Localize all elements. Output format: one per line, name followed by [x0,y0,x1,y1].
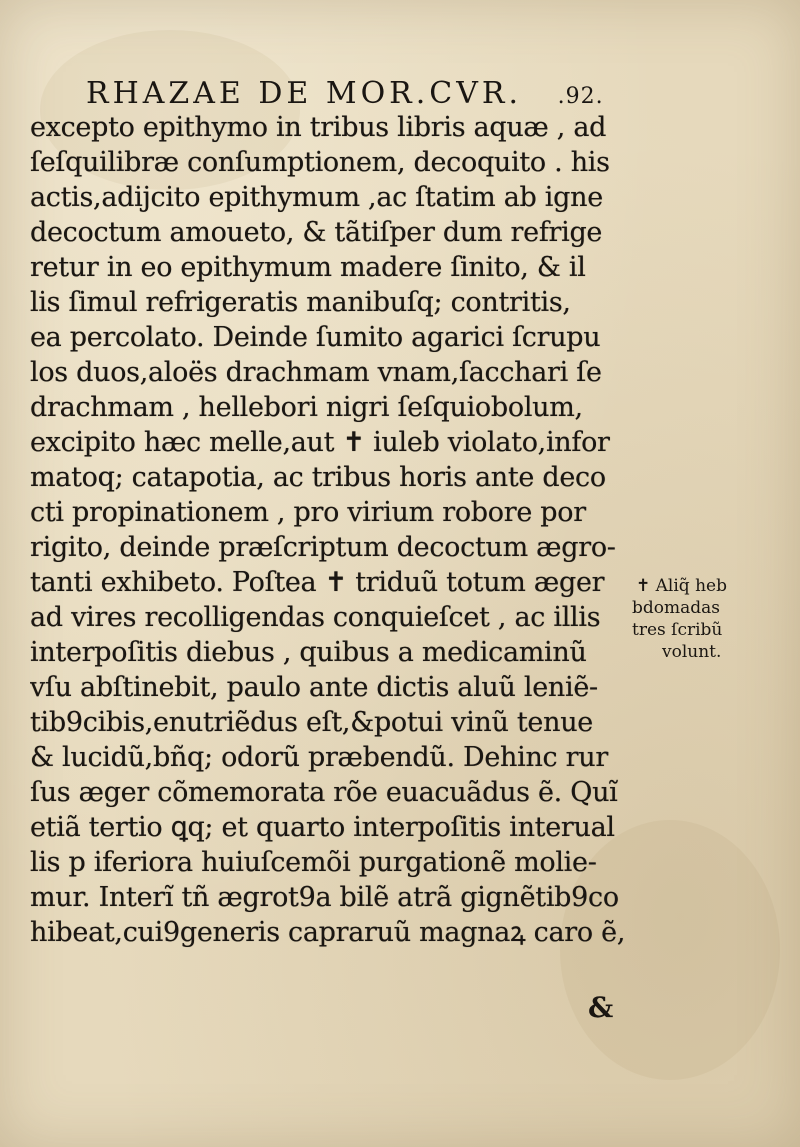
text-line: lis ſimul refrigeratis manibuſq; contritis, [30,287,571,318]
text-line: ſeſquilibræ conſumptionem, decoquito . his [30,147,610,178]
running-header [86,74,606,114]
text-line: hibeat,cui9generis capraruũ magnaꝝ caro ẽ, [30,917,626,948]
text-line: los duos,aloës drachmam vnam,ſacchari ſe [30,357,602,388]
text-line: actis,adijcito epithymum ,ac ſtatim ab igne [30,182,603,213]
text-line: excipito hæc melle,aut ✝ iuleb violato,infor [30,427,610,458]
margin-note [632,575,772,663]
text-line: decoctum amoueto, & tãtiſper dum refrige [30,217,603,248]
text-line: rigito, deinde præſcriptum decoctum ægro- [30,532,616,563]
margin-note-line: volunt. [662,642,722,662]
text-line: cti propinationem , pro virium robore por [30,497,586,528]
text-line: lis p iferiora huiuſcemõi purgationẽ molie- [30,847,597,878]
body-text [30,110,630,950]
text-line: tanti exhibeto. Poſtea ✝ triduũ totum æger [30,567,605,598]
text-line: vſu abſtinebit, paulo ante dictis aluũ leniẽ- [30,672,598,703]
text-line: mur. Interĩ tñ ægrot9a bilẽ atrã gignẽtib9co [30,882,619,913]
folio-number: .92. [557,84,604,109]
margin-note-line: ✝ Aliq̃ heb [636,576,727,596]
text-line: ad vires recolligendas conquieſcet , ac illis [30,602,601,633]
running-title: RHAZAE DE MOR.CVR. [86,76,523,111]
catchword: & [588,991,614,1024]
text-line: matoq; catapotia, ac tribus horis ante deco [30,462,606,493]
text-line: interpoſitis diebus , quibus a medicaminũ [30,637,587,668]
text-line: retur in eo epithymum madere ſinito, & il [30,252,586,283]
text-line: drachmam , hellebori nigri ſeſquiobolum, [30,392,583,423]
text-line: & lucidũ,bñq; odorũ præbendũ. Dehinc rur [30,742,608,773]
text-line: tib9cibis,enutriẽdus eſt,&potui vinũ tenue [30,707,593,738]
margin-note-line: tres ſcribũ [632,620,723,640]
text-line: etiã tertio ꝗq; et quarto interpoſitis interual [30,812,615,843]
text-line: ſus æger cõmemorata rõe euacuãdus ẽ. Quĩ [30,777,618,808]
text-line: excepto epithymo in tribus libris aquæ , ad [30,112,607,143]
margin-note-line: bdomadas [632,598,720,618]
text-line: ea percolato. Deinde ſumito agarici ſcrupu [30,322,601,353]
